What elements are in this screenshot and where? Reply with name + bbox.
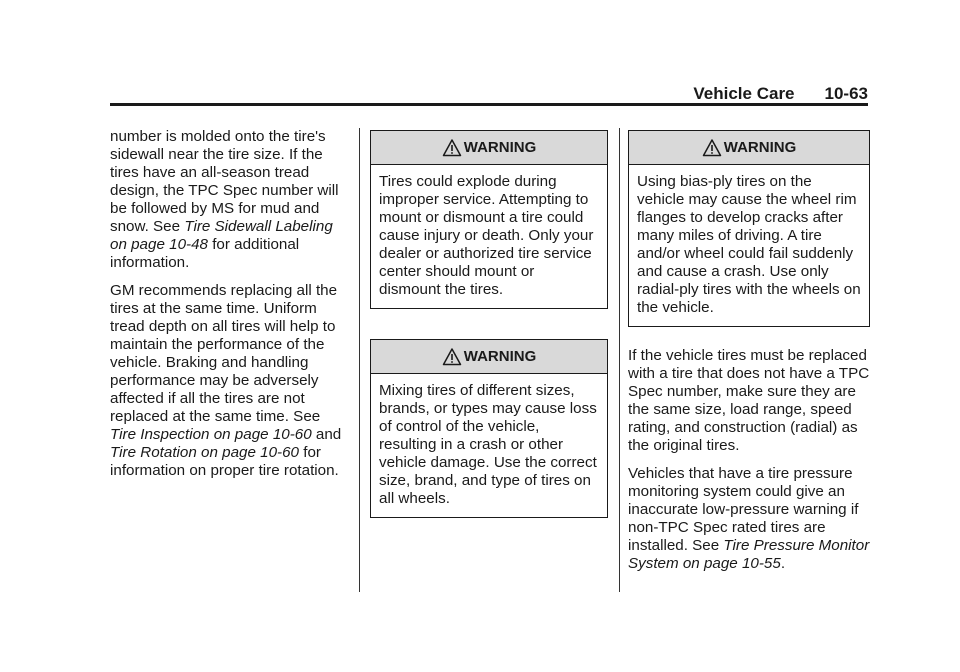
warning-body: Tires could explode during improper service. Attempting to mount or dismount a tire could cause injury or death. Only your dealer or authorized tire service center should mount or dismount the tires. — [379, 173, 594, 298]
paragraph-tpc-spec: number is molded onto the tire's sidewall near the tire size. If the tires have an all-season tread design, the TPC Spec number will be followed by MS for mud and snow. See Tire Sidewall Labeling on page 10-48 for additional information. — [110, 128, 339, 271]
paragraph-replace-all: GM recommends replacing all the tires at the same time. Uniform tread depth on all tires will help to maintain the performance of the vehicle. Braking and handling performance may be adversely affected if all the tires are not replaced at the same time. See Tire Inspection on page 10-60 and Tire Rotation on page 10-60 for information on proper tire rotation. — [110, 282, 342, 479]
paragraph-tpms: Vehicles that have a tire pressure monitoring system could give an inaccurate low-pressure warning if non-TPC Spec rated tires are installed. See Tire Pressure Monitor System on page 10-55. — [628, 465, 870, 572]
warning-header — [371, 340, 607, 374]
page-header — [110, 84, 868, 104]
column-divider-1 — [359, 128, 360, 592]
warning-title: WARNING — [463, 347, 537, 365]
warning-title: WARNING — [463, 138, 537, 156]
warning-triangle-icon — [702, 138, 722, 158]
header-rule — [110, 103, 868, 106]
warning-box-explode — [370, 130, 608, 309]
xref-tire-rotation[interactable]: Tire Rotation on page 10-60 — [110, 444, 299, 461]
column-2 — [370, 130, 608, 518]
paragraph-no-tpc: If the vehicle tires must be replaced with a tire that does not have a TPC Spec number, make sure they are the same size, load range, speed rating, and construction (radial) as the original tires. — [628, 347, 870, 454]
xref-tire-inspection[interactable]: Tire Inspection on page 10-60 — [110, 426, 312, 443]
warning-title: WARNING — [723, 138, 797, 156]
xref-tire-sidewall[interactable]: Tire Sidewall Labeling on page 10-48 — [110, 218, 333, 253]
column-1 — [110, 128, 350, 490]
column-divider-2 — [619, 128, 620, 592]
section-title: Vehicle Care — [693, 84, 795, 103]
warning-box-bias-ply — [628, 130, 870, 327]
warning-box-mixing — [370, 339, 608, 518]
warning-triangle-icon — [442, 138, 462, 158]
warning-triangle-icon — [442, 347, 462, 367]
warning-body: Using bias-ply tires on the vehicle may cause the wheel rim flanges to develop cracks after many miles of driving. A tire and/or wheel could fail suddenly and cause a crash. Use only radial-ply tires with the wheels on the vehicle. — [637, 173, 861, 316]
xref-tire-pressure-monitor[interactable]: Tire Pressure Monitor System on page 10-55 — [628, 537, 870, 572]
warning-header — [629, 131, 869, 165]
warning-body: Mixing tires of different sizes, brands, or types may cause loss of control of the vehicle, resulting in a crash or other vehicle damage. Use the correct size, brand, and type of tires on all wheels. — [379, 382, 597, 507]
column-3 — [628, 130, 870, 583]
page-number: 10-63 — [824, 84, 868, 103]
warning-header — [371, 131, 607, 165]
